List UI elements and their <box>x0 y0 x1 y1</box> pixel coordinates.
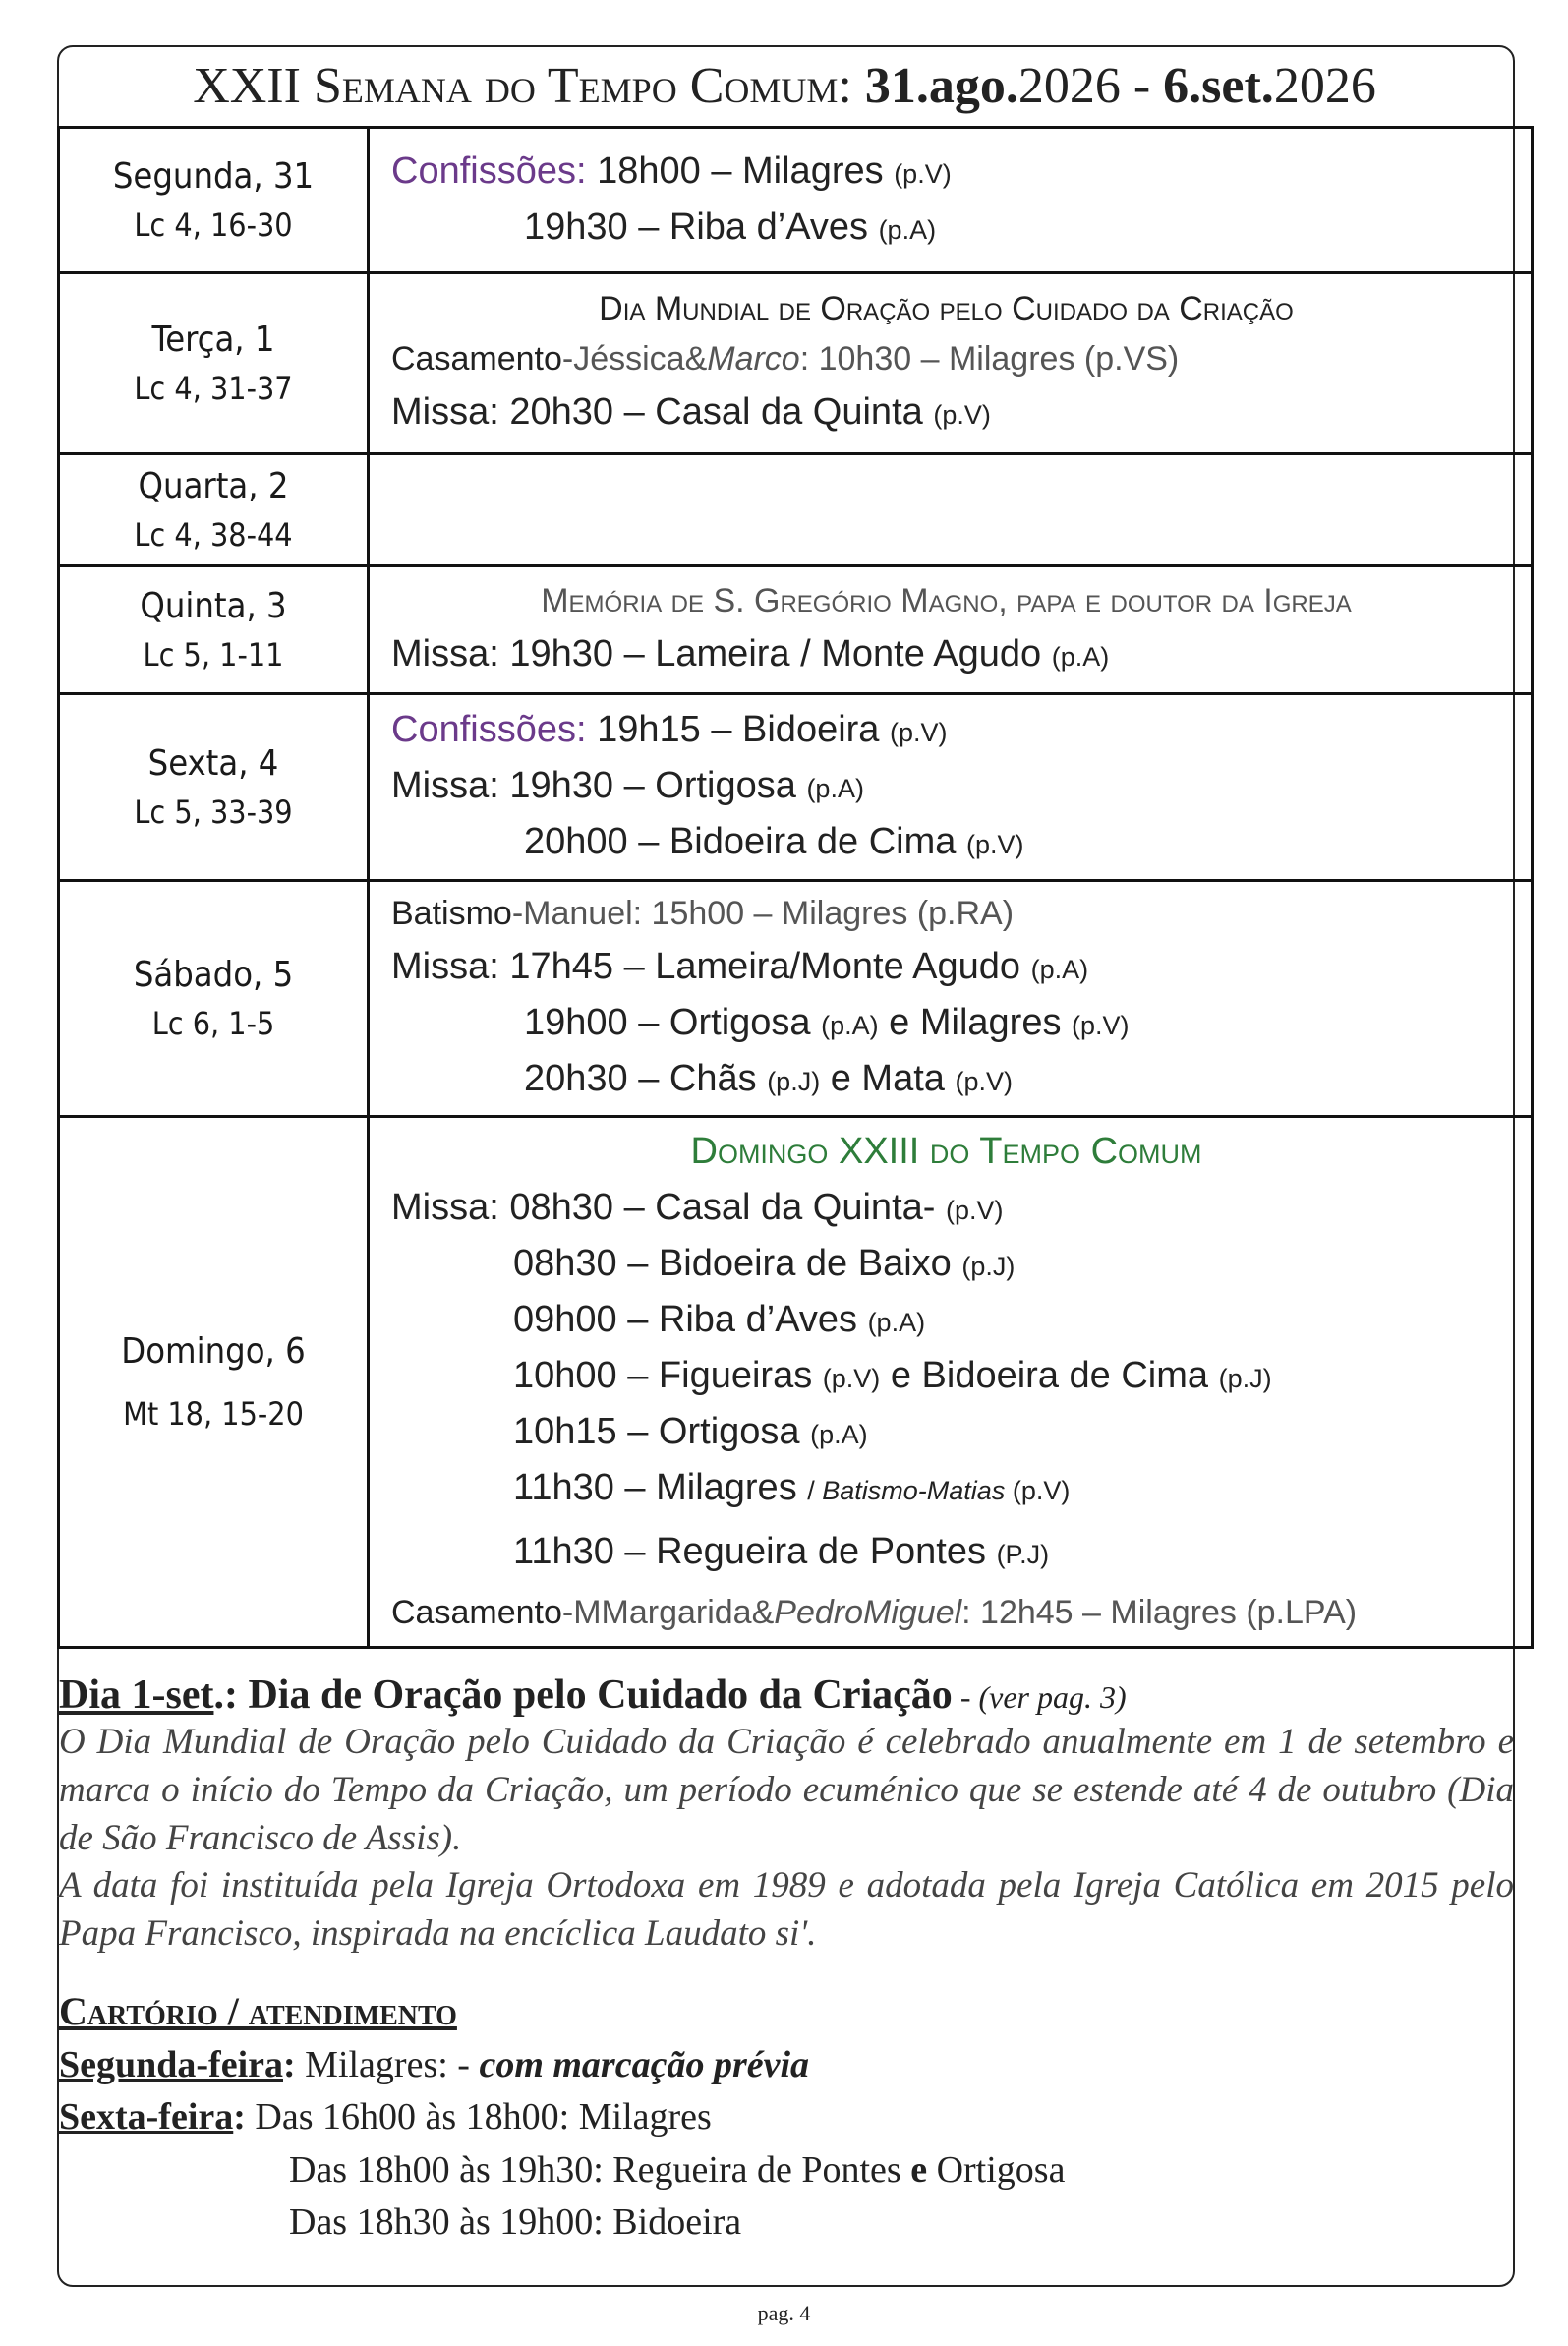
feast-title: Dia Mundial de Oração pelo Cuidado da Criação <box>599 290 1294 327</box>
day-cell <box>59 128 369 273</box>
day-reading: Lc 4, 31-37 <box>134 370 293 408</box>
events-cell <box>369 694 1533 881</box>
feast-title: Domingo XXIII do Tempo Comum <box>690 1131 1202 1172</box>
event-line: 08h30 – Bidoeira de Baixo (p.J) <box>513 1243 1016 1284</box>
cartorio-heading: Cartório / atendimento <box>59 1989 457 2034</box>
day-row-quarta <box>59 454 1533 566</box>
event-line: Casamento-Jéssica&Marco: 10h30 – Milagres (p.VS) <box>391 340 1180 378</box>
note-paragraph: A data foi instituída pela Igreja Ortodoxa em 1989 e adotada pela Igreja Católica em 2015 pelo Papa Francisco, inspirada na encíclica Laudato si'. <box>59 1865 1514 1955</box>
cartorio-friday-line: Das 18h00 às 19h30: Regueira de Pontes e Ortigosa <box>289 2148 1066 2191</box>
day-row-segunda <box>59 128 1533 273</box>
day-cell <box>59 566 369 694</box>
event-line: Missa: 19h30 – Lameira / Monte Agudo (p.A) <box>391 632 1110 674</box>
day-reading: Lc 6, 1-5 <box>151 1005 275 1043</box>
event-line: Missa: 19h30 – Ortigosa (p.A) <box>391 765 864 806</box>
day-name: Quinta, 3 <box>140 586 287 627</box>
event-line: Batismo-Manuel: 15h00 – Milagres (p.RA) <box>391 894 1015 932</box>
day-name: Segunda, 31 <box>112 156 315 198</box>
day-row-domingo <box>59 1117 1533 1648</box>
notes-section <box>59 1672 1514 2249</box>
day-name: Terça, 1 <box>151 320 275 361</box>
day-reading: Lc 5, 33-39 <box>134 793 293 832</box>
event-line: Confissões: 18h00 – Milagres (p.V) <box>391 149 952 192</box>
event-line: 20h00 – Bidoeira de Cima (p.V) <box>524 821 1024 862</box>
events-cell <box>369 273 1533 454</box>
feast-title: Memória de S. Gregório Magno, papa e doutor da Igreja <box>541 581 1352 619</box>
events-cell <box>369 881 1533 1117</box>
day-name: Quarta, 2 <box>138 466 289 507</box>
day-reading: Lc 4, 16-30 <box>134 206 293 245</box>
day-cell <box>59 694 369 881</box>
event-line: 09h00 – Riba d’Aves (p.A) <box>513 1299 926 1340</box>
day-reading: Lc 4, 38-44 <box>134 516 293 555</box>
cartorio-monday: Segunda-feira: Milagres: - com marcação prévia <box>59 2044 810 2086</box>
event-line: Confissões: 19h15 – Bidoeira (p.V) <box>391 709 948 750</box>
cartorio-section <box>59 1984 1514 2249</box>
page-number: pag. 4 <box>757 2301 811 2325</box>
events-cell <box>369 1117 1533 1648</box>
events-cell <box>369 566 1533 694</box>
event-line: 10h15 – Ortigosa (p.A) <box>513 1411 868 1452</box>
day-cell <box>59 454 369 566</box>
events-cell <box>369 128 1533 273</box>
day-cell <box>59 881 369 1117</box>
day-row-terca <box>59 273 1533 454</box>
event-line: 19h30 – Riba d’Aves (p.A) <box>524 205 937 248</box>
day-reading: Lc 5, 1-11 <box>143 636 284 674</box>
cartorio-friday-line: Das 18h30 às 19h00: Bidoeira <box>289 2200 742 2243</box>
event-line: 20h30 – Chãs (p.J) e Mata (p.V) <box>524 1057 1013 1099</box>
day-name: Domingo, 6 <box>121 1331 306 1373</box>
event-line: Missa: 20h30 – Casal da Quinta (p.V) <box>391 391 991 433</box>
day-cell <box>59 273 369 454</box>
cartorio-friday: Sexta-feira: Das 16h00 às 18h00: Milagres <box>59 2096 712 2139</box>
schedule-table <box>57 126 1534 1649</box>
day-row-quinta <box>59 566 1533 694</box>
day-row-sabado <box>59 881 1533 1117</box>
event-line: 19h00 – Ortigosa (p.A) e Milagres (p.V) <box>524 1001 1130 1043</box>
page-title: XXII Semana do Tempo Comum : 31.ago. 2026 - 6.set. 2026 <box>193 57 1376 114</box>
event-line: 11h30 – Regueira de Pontes (P.J) <box>513 1531 1050 1572</box>
event-line: 11h30 – Milagres / Batismo-Matias (p.V) <box>513 1467 1071 1508</box>
day-reading: Mt 18, 15-20 <box>123 1395 304 1434</box>
day-cell <box>59 1117 369 1648</box>
event-line: 10h00 – Figueiras (p.V) e Bidoeira de Cima (p.J) <box>513 1355 1272 1396</box>
event-line: Missa: 08h30 – Casal da Quinta- (p.V) <box>391 1187 1004 1228</box>
day-name: Sábado, 5 <box>133 955 294 996</box>
events-cell <box>369 454 1533 566</box>
event-line: Missa: 17h45 – Lameira/Monte Agudo (p.A) <box>391 945 1089 987</box>
event-line: Casamento-MMargarida&PedroMiguel: 12h45 – Milagres (p.LPA) <box>391 1594 1358 1631</box>
day-name: Sexta, 4 <box>147 743 279 785</box>
note-paragraph: O Dia Mundial de Oração pelo Cuidado da Criação é celebrado anualmente em 1 de setembro e marca o início do Tempo da Criação, um período ecuménico que se estende até 4 de outubro (Dia de São Francisco de Assis). <box>59 1722 1514 1858</box>
note-heading: Dia 1-set.: Dia de Oração pelo Cuidado da Criação - (ver pag. 3) <box>59 1672 1127 1718</box>
day-row-sexta <box>59 694 1533 881</box>
